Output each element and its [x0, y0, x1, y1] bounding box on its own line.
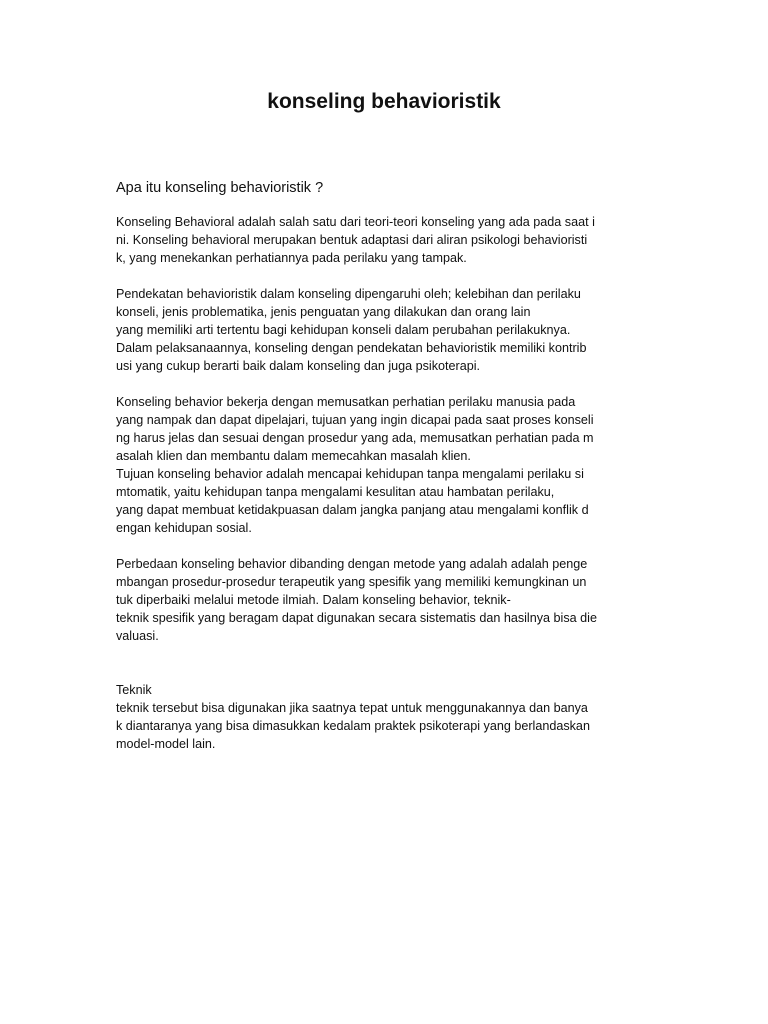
text-line: Pendekatan behavioristik dalam konseling dipengaruhi oleh; kelebihan dan perilaku	[116, 287, 581, 301]
paragraph-techniques	[116, 681, 656, 753]
text-line: Konseling behavior bekerja dengan memusatkan perhatian perilaku manusia pada	[116, 395, 576, 409]
text-line: model-model lain.	[116, 737, 216, 751]
text-line: tuk diperbaiki melalui metode ilmiah. Dalam konseling behavior, teknik-	[116, 593, 511, 607]
paragraph-differences	[116, 555, 656, 645]
text-line: Tujuan konseling behavior adalah mencapai kehidupan tanpa mengalami perilaku si	[116, 467, 584, 481]
text-line: teknik tersebut bisa digunakan jika saatnya tepat untuk menggunakannya dan banya	[116, 701, 588, 715]
section-heading: Apa itu konseling behavioristik ?	[116, 180, 324, 196]
text-line: asalah klien dan membantu dalam memecahkan masalah klien.	[116, 449, 471, 463]
paragraph-definition	[116, 213, 656, 267]
text-line: valuasi.	[116, 629, 159, 643]
text-line: k, yang menekankan perhatiannya pada perilaku yang tampak.	[116, 251, 467, 265]
text-line: yang nampak dan dapat dipelajari, tujuan yang ingin dicapai pada saat proses konseli	[116, 413, 594, 427]
text-line: Konseling Behavioral adalah salah satu dari teori-teori konseling yang ada pada saat i	[116, 215, 595, 229]
text-line: engan kehidupan sosial.	[116, 521, 252, 535]
paragraph-goals	[116, 393, 656, 537]
text-line: usi yang cukup berarti baik dalam konseling dan juga psikoterapi.	[116, 359, 481, 373]
paragraph-approach	[116, 285, 656, 375]
text-line: mbangan prosedur-prosedur terapeutik yang spesifik yang memiliki kemungkinan un	[116, 575, 587, 589]
text-line: k diantaranya yang bisa dimasukkan kedalam praktek psikoterapi yang berlandaskan	[116, 719, 590, 733]
document-title: konseling behavioristik	[267, 90, 501, 113]
text-line: ng harus jelas dan sesuai dengan prosedur yang ada, memusatkan perhatian pada m	[116, 431, 594, 445]
document-body	[116, 178, 656, 753]
text-line: ni. Konseling behavioral merupakan bentuk adaptasi dari aliran psikologi behavioristi	[116, 233, 588, 247]
text-line: Dalam pelaksanaannya, konseling dengan pendekatan behavioristik memiliki kontrib	[116, 341, 587, 355]
text-line: teknik spesifik yang beragam dapat digunakan secara sistematis dan hasilnya bisa die	[116, 611, 597, 625]
text-line: yang memiliki arti tertentu bagi kehidupan konseli dalam perubahan perilakuknya.	[116, 323, 571, 337]
text-line: konseli, jenis problematika, jenis penguatan yang dilakukan dan orang lain	[116, 305, 531, 319]
text-line: mtomatik, yaitu kehidupan tanpa mengalami kesulitan atau hambatan perilaku,	[116, 485, 555, 499]
text-line: yang dapat membuat ketidakpuasan dalam jangka panjang atau mengalami konflik d	[116, 503, 589, 517]
text-line: Perbedaan konseling behavior dibanding dengan metode yang adalah adalah penge	[116, 557, 588, 571]
text-line: Teknik	[116, 683, 152, 697]
